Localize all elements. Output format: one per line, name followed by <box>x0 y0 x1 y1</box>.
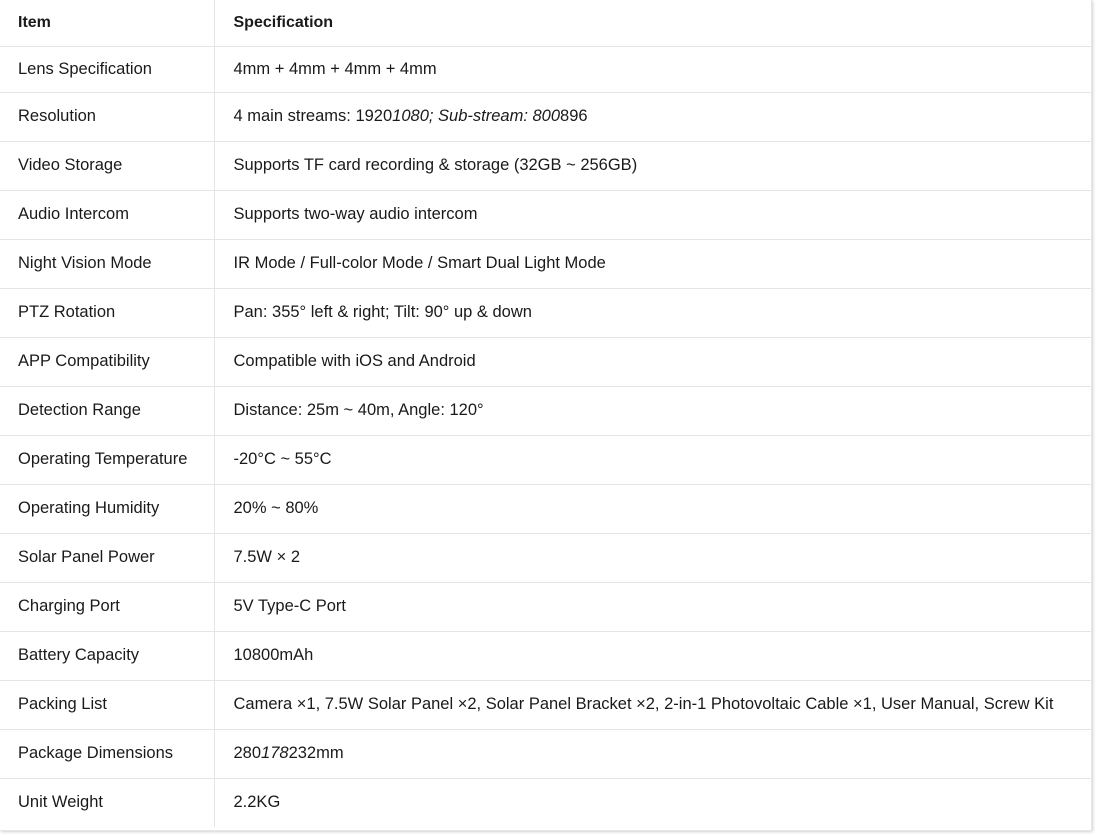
spec-cell: 4mm + 4mm + 4mm + 4mm <box>214 46 1091 92</box>
item-cell: Night Vision Mode <box>0 239 214 288</box>
spec-cell: 7.5W × 2 <box>214 533 1091 582</box>
item-cell: Operating Humidity <box>0 484 214 533</box>
table-row <box>0 386 1091 435</box>
header-item: Item <box>0 0 214 46</box>
table-header-row <box>0 0 1091 46</box>
spec-cell: 2.2KG <box>233 793 281 812</box>
item-cell: Detection Range <box>0 386 214 435</box>
spec-cell: IR Mode / Full-color Mode / Smart Dual Light Mode <box>214 239 1091 288</box>
item-cell: Solar Panel Power <box>0 533 214 582</box>
item-cell: Package Dimensions <box>0 729 214 778</box>
spec-cell: 10800mAh <box>214 631 1091 680</box>
table-row <box>0 631 1091 680</box>
table-row <box>0 92 1091 141</box>
table-row <box>0 337 1091 386</box>
table-row <box>0 46 1091 92</box>
item-cell: Battery Capacity <box>0 631 214 680</box>
spec-text-part-italic: 178 <box>261 744 289 762</box>
spec-cell <box>214 92 1091 141</box>
item-cell: Operating Temperature <box>0 435 214 484</box>
item-cell: Charging Port <box>0 582 214 631</box>
table-row <box>0 729 1091 778</box>
table-row <box>0 582 1091 631</box>
item-cell: Audio Intercom <box>0 190 214 239</box>
item-cell: Resolution <box>0 92 214 141</box>
table-row <box>0 239 1091 288</box>
item-cell: Lens Specification <box>0 46 214 92</box>
spec-cell: Compatible with iOS and Android <box>214 337 1091 386</box>
header-specification: Specification <box>214 0 1091 46</box>
spec-text-part: 232mm <box>288 744 344 762</box>
spec-text-part-italic: 1080; Sub-stream: 800 <box>392 107 561 125</box>
table-row <box>0 288 1091 337</box>
spec-cell <box>214 729 1091 778</box>
table-row <box>0 680 1091 729</box>
item-cell: PTZ Rotation <box>0 288 214 337</box>
item-cell: Unit Weight <box>0 778 214 827</box>
item-cell: APP Compatibility <box>0 337 214 386</box>
spec-cell: Camera ×1, 7.5W Solar Panel ×2, Solar Panel Bracket ×2, 2-in-1 Photovoltaic Cable ×1, User Manual, Screw Kit <box>214 680 1091 729</box>
spec-cell: 5V Type-C Port <box>214 582 1091 631</box>
table-row <box>0 778 1091 827</box>
table-row <box>0 141 1091 190</box>
table-row <box>0 533 1091 582</box>
spec-text-part: 4 main streams: 1920 <box>233 107 393 125</box>
table-row <box>0 190 1091 239</box>
item-cell: Video Storage <box>0 141 214 190</box>
spec-text-part: 896 <box>560 107 588 125</box>
spec-cell: -20°C ~ 55°C <box>214 435 1091 484</box>
table-row <box>0 484 1091 533</box>
spec-cell: 20% ~ 80% <box>214 484 1091 533</box>
spec-text-part: 280 <box>233 744 262 762</box>
spec-cell: Distance: 25m ~ 40m, Angle: 120° <box>214 386 1091 435</box>
table-row <box>0 435 1091 484</box>
item-cell: Packing List <box>0 680 214 729</box>
spec-cell: Supports two-way audio intercom <box>214 190 1091 239</box>
spec-cell: Supports TF card recording & storage (32GB ~ 256GB) <box>214 141 1091 190</box>
spec-cell: Pan: 355° left & right; Tilt: 90° up & down <box>214 288 1091 337</box>
